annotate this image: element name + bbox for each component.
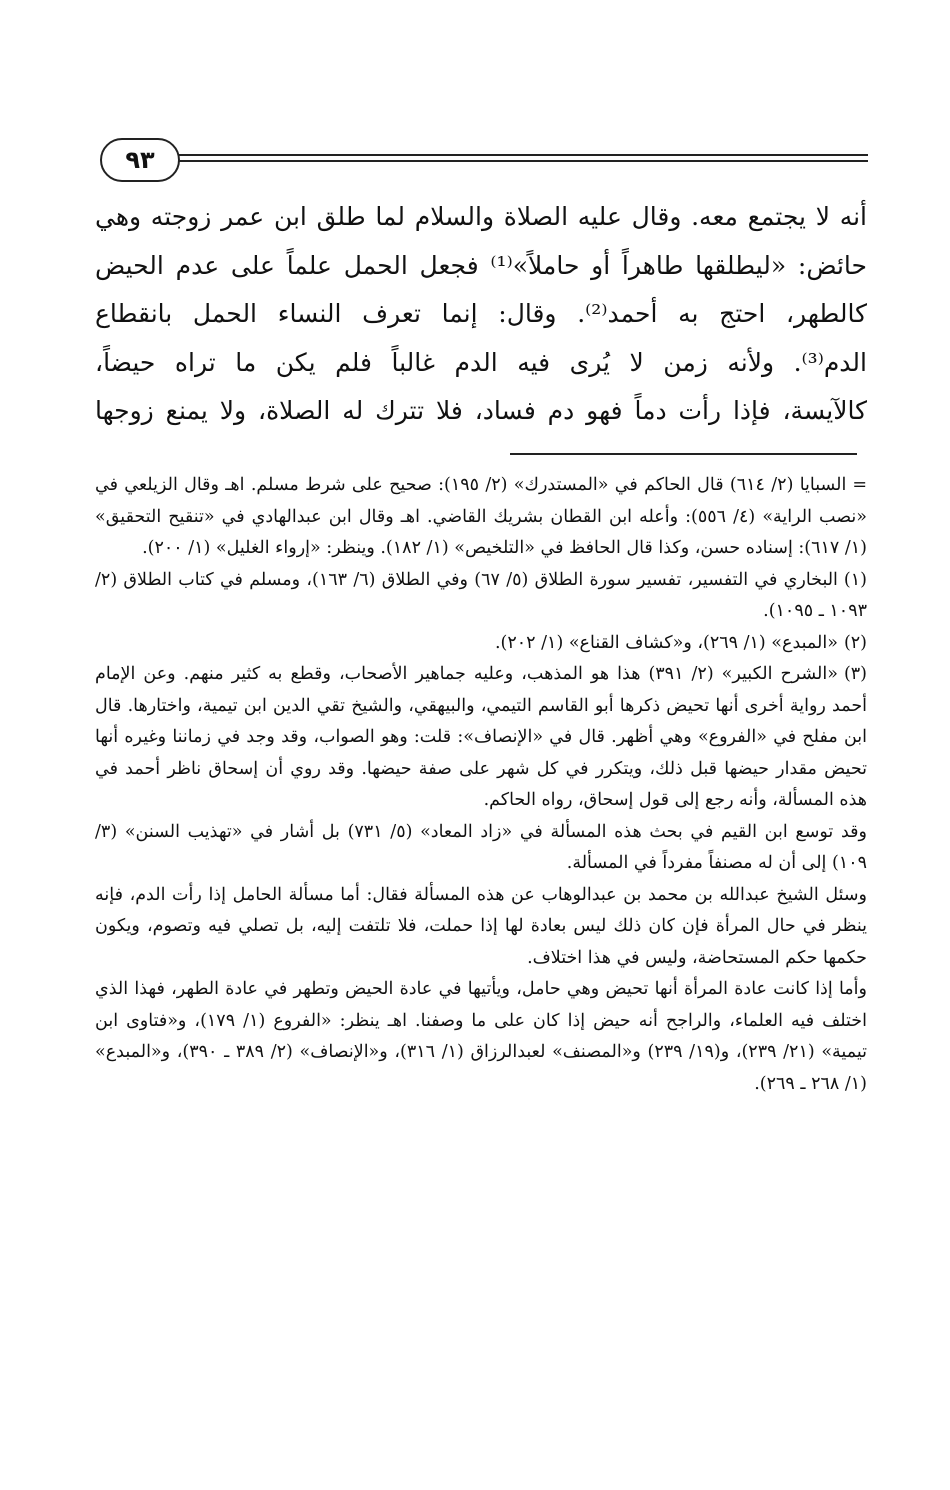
footnote-3 xyxy=(95,659,867,817)
footnote-text: وأما إذا كانت عادة المرأة أنها تحيض وهي حامل، ويأتيها في عادة الحيض وتطهر في عادة الطهر، فهذا الذي اختلف فيه العلماء، والراجح أنه حيض إذا كان على ما وصفنا. اهـ ينظر: «الفروع (١/ ١٧٩)، و«فتاوى ابن تيمية» (٢١/ ٢٣٩)، و(١٩/ ٢٣٩) و«المصنف» لعبدالرزاق (١/ ٣١٦)، و«الإنصاف» (٢/ ٣٨٩ ـ ٣٩٠)، و«المبدع» (١/ ٢٦٨ ـ ٢٦٩). xyxy=(95,979,867,1094)
footnote-text: البخاري في التفسير، تفسير سورة الطلاق (٥/ ٦٧) وفي الطلاق (٦/ ١٦٣)، ومسلم في كتاب الطلاق (٢/ ١٠٩٣ ـ ١٠٩٥). xyxy=(95,569,867,621)
main-text-line: كالآيسة، فإذا رأت دماً فهو دم فساد، فلا تترك له الصلاة، ولا يمنع زوجها xyxy=(95,396,867,425)
footnote-marker: = xyxy=(852,475,867,495)
main-text-line: كالطهر، احتج به أحمد⁽²⁾. وقال: إنما تعرف النساء الحمل بانقطاع xyxy=(95,299,867,328)
footnote-text: السبايا (٢/ ٦١٤) قال الحاكم في «المستدرك» (٢/ ١٩٥): صحيح على شرط مسلم. اهـ وقال الزيلعي في «نصب الراية» (٤/ ٥٥٦): وأعله ابن القطان بشريك القاضي. اهـ وقال ابن عبدالهادي في «تنقيح التحقيق» (١/ ٦١٧): إسناده حسن، وكذا قال الحافظ في «التلخيص» (١/ ١٨٢). وينظر: «إرواء الغليل» (١/ ٢٠٠). xyxy=(95,475,867,558)
footnote-text: «المبدع» (١/ ٢٦٩)، و«كشاف القناع» (١/ ٢٠٢). xyxy=(494,632,838,653)
footnote-continuation xyxy=(95,470,867,565)
footnote-paragraph xyxy=(95,880,867,975)
main-text-line: أنه لا يجتمع معه. وقال عليه الصلاة والسلام لما طلق ابن عمر زوجته وهي xyxy=(95,202,867,231)
main-text xyxy=(95,193,867,436)
main-text-line: الدم⁽³⁾. ولأنه زمن لا يُرى فيه الدم غالباً فلم يكن ما تراه حيضاً، xyxy=(95,347,867,377)
footnote-1 xyxy=(95,565,867,628)
footnote-text: وقد توسع ابن القيم في بحث هذه المسألة في «زاد المعاد» (٥/ ٧٣١) بل أشار في «تهذيب السنن» (٣/ ١٠٩) إلى أن له مصنفاً مفرداً في المسألة. xyxy=(95,821,867,873)
footnote-paragraph xyxy=(95,817,867,880)
footnote-text: وسئل الشيخ عبدالله بن محمد بن عبدالوهاب عن هذه المسألة فقال: أما مسألة الحامل إذا رأت الدم، فإنه ينظر في حال المرأة فإن كان ذلك ليس بعادة لها إذا حملت، فلا تلتفت إليه، بل تصلي فيه وتصوم، ويكون حكمها حكم المستحاضة، وليس في هذا اختلاف. xyxy=(95,884,867,968)
footnote-marker: (٣) xyxy=(843,664,867,684)
page-number: ٩٣ xyxy=(100,138,180,182)
footnote-marker: (١) xyxy=(843,569,867,590)
footnote-separator xyxy=(510,453,857,455)
header-rule-double xyxy=(170,160,868,162)
footnotes-section xyxy=(95,470,867,1100)
footnote-2 xyxy=(95,628,867,660)
footnote-text: «الشرح الكبير» (٢/ ٣٩١) هذا هو المذهب، وعليه جماهير الأصحاب، وقطع به كثير منهم. وعن الإمام أحمد رواية أخرى أنها تحيض ذكرها أبو القاسم التيمي، والبيهقي، والشيخ تقي الدين ابن تيمية، واختارها. قال ابن مفلح في «الفروع» وهي أظهر. قال في «الإنصاف»: قلت: وهو الصواب، وقد وجد في زماننا وغيره أنها تحيض مقدار حيضها قبل ذلك، ويتكرر في كل شهر على صفة حيضها. وقد روي أن إسحاق ناظر أحمد في هذه المسألة، وأنه رجع إلى قول إسحاق، رواه الحاكم. xyxy=(95,664,867,810)
header-rule xyxy=(170,154,868,156)
page-header xyxy=(100,138,868,186)
main-text-line: حائض: «ليطلقها طاهراً أو حاملاً»⁽¹⁾ فجعل الحمل علماً على عدم الحيض xyxy=(95,250,867,280)
footnote-marker: (٢) xyxy=(843,632,867,653)
footnote-paragraph xyxy=(95,974,867,1100)
